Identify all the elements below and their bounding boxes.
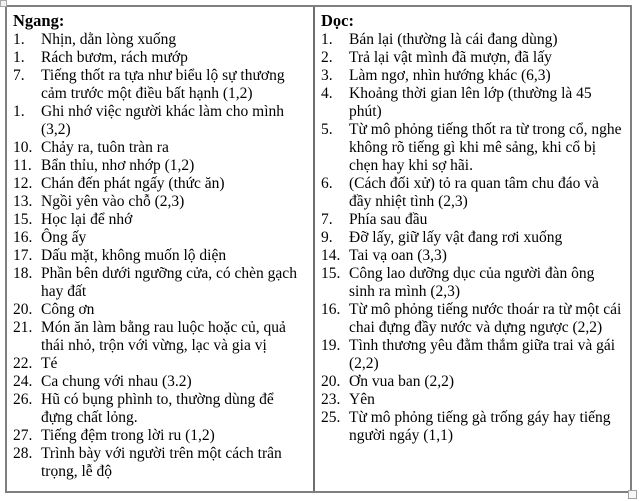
clue-number: 3. (321, 67, 333, 84)
clue-number: 6. (321, 175, 333, 192)
clue-number: 12. (13, 175, 33, 192)
clue-item (13, 175, 307, 193)
clue-text: Nhịn, dằn lòng xuống (41, 31, 177, 48)
clue-text: Món ăn làm bằng rau luộc hoặc củ, quả thái nhỏ, trộn với vừng, lạc và gia vị (41, 319, 286, 354)
down-column (315, 7, 630, 491)
clue-number: 4. (321, 85, 333, 102)
clue-item (321, 67, 624, 85)
clue-item (321, 373, 624, 391)
clue-item (321, 49, 624, 67)
clue-text: Tai vạ oan (3,3) (349, 247, 447, 264)
clue-text: Chán đến phát ngấy (thức ăn) (41, 175, 225, 192)
clue-item (13, 139, 307, 157)
clue-number: 25. (321, 409, 341, 426)
clue-item (321, 175, 624, 211)
clue-item (13, 211, 307, 229)
clue-item (13, 445, 307, 481)
clue-number: 5. (321, 121, 333, 138)
clue-number: 15. (13, 211, 33, 228)
table-move-handle[interactable] (0, 0, 7, 7)
clue-number: 18. (13, 265, 33, 282)
clue-number: 1. (13, 31, 25, 48)
across-clue-list (13, 31, 307, 481)
clue-number: 7. (321, 211, 333, 228)
clue-text: Ca chung với nhau (3.2) (41, 373, 192, 390)
clue-item (13, 103, 307, 139)
clue-text: Trình bày với người trên một cách trân trọng, lễ độ (41, 445, 282, 480)
clue-item (13, 427, 307, 445)
clue-text: Rách bươm, rách mướp (41, 49, 188, 66)
clue-number: 13. (13, 193, 33, 210)
clue-text: Tiếng đệm trong lời ru (1,2) (41, 427, 215, 444)
clue-item (321, 31, 624, 49)
clue-number: 1. (13, 49, 25, 66)
clue-item (13, 373, 307, 391)
clue-item (321, 391, 624, 409)
clue-number: 16. (13, 229, 33, 246)
clue-item (13, 247, 307, 265)
clue-text: Chảy ra, tuôn tràn ra (41, 139, 169, 156)
clue-text: Làm ngơ, nhìn hướng khác (6,3) (349, 67, 551, 84)
clue-number: 27. (13, 427, 33, 444)
clue-item (13, 193, 307, 211)
clue-item (13, 391, 307, 427)
clue-number: 7. (13, 67, 25, 84)
clue-number: 1. (321, 31, 333, 48)
clue-item (321, 229, 624, 247)
clue-number: 22. (13, 355, 33, 372)
clue-text: Tình thương yêu đằm thắm giữa trai và gái (2,2) (349, 337, 616, 372)
down-header: Dọc: (321, 11, 354, 30)
clue-item (321, 211, 624, 229)
clue-number: 9. (321, 229, 333, 246)
clue-number: 19. (321, 337, 341, 354)
clue-text: Công lao dưỡng dục của người đàn ông sinh ra mình (2,3) (349, 265, 595, 300)
across-header: Ngang: (13, 11, 65, 30)
clue-text: Bán lại (thường là cái đang dùng) (349, 31, 558, 48)
clue-text: Ghi nhớ việc người khác làm cho mình (3,2) (41, 103, 285, 138)
clue-text: Bẩn thỉu, nhơ nhớp (1,2) (41, 157, 195, 174)
clue-number: 14. (321, 247, 341, 264)
clue-item (321, 247, 624, 265)
clue-item (321, 265, 624, 301)
clue-item (13, 265, 307, 301)
clue-number: 1. (13, 103, 25, 120)
across-column (7, 7, 315, 491)
clue-text: Từ mô phỏng tiếng gà trống gáy hay tiếng người ngáy (1,1) (349, 409, 611, 444)
clue-item (13, 229, 307, 247)
clue-item (13, 319, 307, 355)
clue-text: Từ mô phỏng tiếng nước thoár ra từ một cái chai đựng đầy nước và dựng ngược (2,2) (349, 301, 622, 336)
clue-number: 2. (321, 49, 333, 66)
clue-text: Trả lại vật mình đã mượn, đã lấy (349, 49, 552, 66)
clue-text: Khoảng thời gian lên lớp (thường là 45 phút) (349, 85, 592, 120)
clue-item (321, 409, 624, 445)
clue-item (321, 337, 624, 373)
clue-text: Hũ có bụng phình to, thường dùng để đựng chất lỏng. (41, 391, 274, 426)
clue-item (321, 301, 624, 337)
clue-number: 10. (13, 139, 33, 156)
clue-number: 11. (13, 157, 32, 174)
clue-number: 26. (13, 391, 33, 408)
clue-number: 17. (13, 247, 33, 264)
clue-text: Từ mô phỏng tiếng thốt ra từ trong cổ, nghe không rõ tiếng gì khi mê sảng, khi cổ bị chẹn hay khi sợ hãi. (349, 121, 622, 174)
crossword-clues-table (5, 5, 632, 493)
clue-text: Học lại để nhớ (41, 211, 133, 228)
clue-item (13, 301, 307, 319)
clue-item (13, 67, 307, 103)
clue-number: 21. (13, 319, 33, 336)
clue-text: Ơn vua ban (2,2) (349, 373, 455, 390)
clue-item (13, 49, 307, 67)
clue-number: 15. (321, 265, 341, 282)
clue-text: Ngồi yên vào chỗ (2,3) (41, 193, 185, 210)
clue-item (13, 157, 307, 175)
clue-text: Yên (349, 391, 375, 408)
clue-item (321, 121, 624, 175)
clue-number: 24. (13, 373, 33, 390)
clue-number: 20. (13, 301, 33, 318)
clue-number: 23. (321, 391, 341, 408)
clue-text: (Cách đối xử) tỏ ra quan tâm chu đáo và đầy nhiệt tình (2,3) (349, 175, 599, 210)
clue-text: Tiếng thốt ra tựa như biểu lộ sự thương cảm trước một điều bất hạnh (1,2) (41, 67, 285, 102)
clue-text: Té (41, 355, 58, 372)
clue-number: 28. (13, 445, 33, 462)
clue-text: Phần bên dưới ngưỡng cửa, có chèn gạch hay đất (41, 265, 297, 300)
clue-text: Phía sau đầu (349, 211, 428, 228)
down-clue-list (321, 31, 624, 445)
clue-text: Ông ấy (41, 229, 87, 246)
clue-text: Dấu mặt, không muốn lộ diện (41, 247, 227, 264)
clue-number: 16. (321, 301, 341, 318)
clue-number: 20. (321, 373, 341, 390)
clue-item (13, 31, 307, 49)
clue-item (13, 355, 307, 373)
clue-item (321, 85, 624, 121)
clue-text: Đỡ lấy, giữ lấy vật đang rơi xuống (349, 229, 563, 246)
table-resize-handle[interactable] (628, 490, 637, 499)
clue-text: Công ơn (41, 301, 95, 318)
